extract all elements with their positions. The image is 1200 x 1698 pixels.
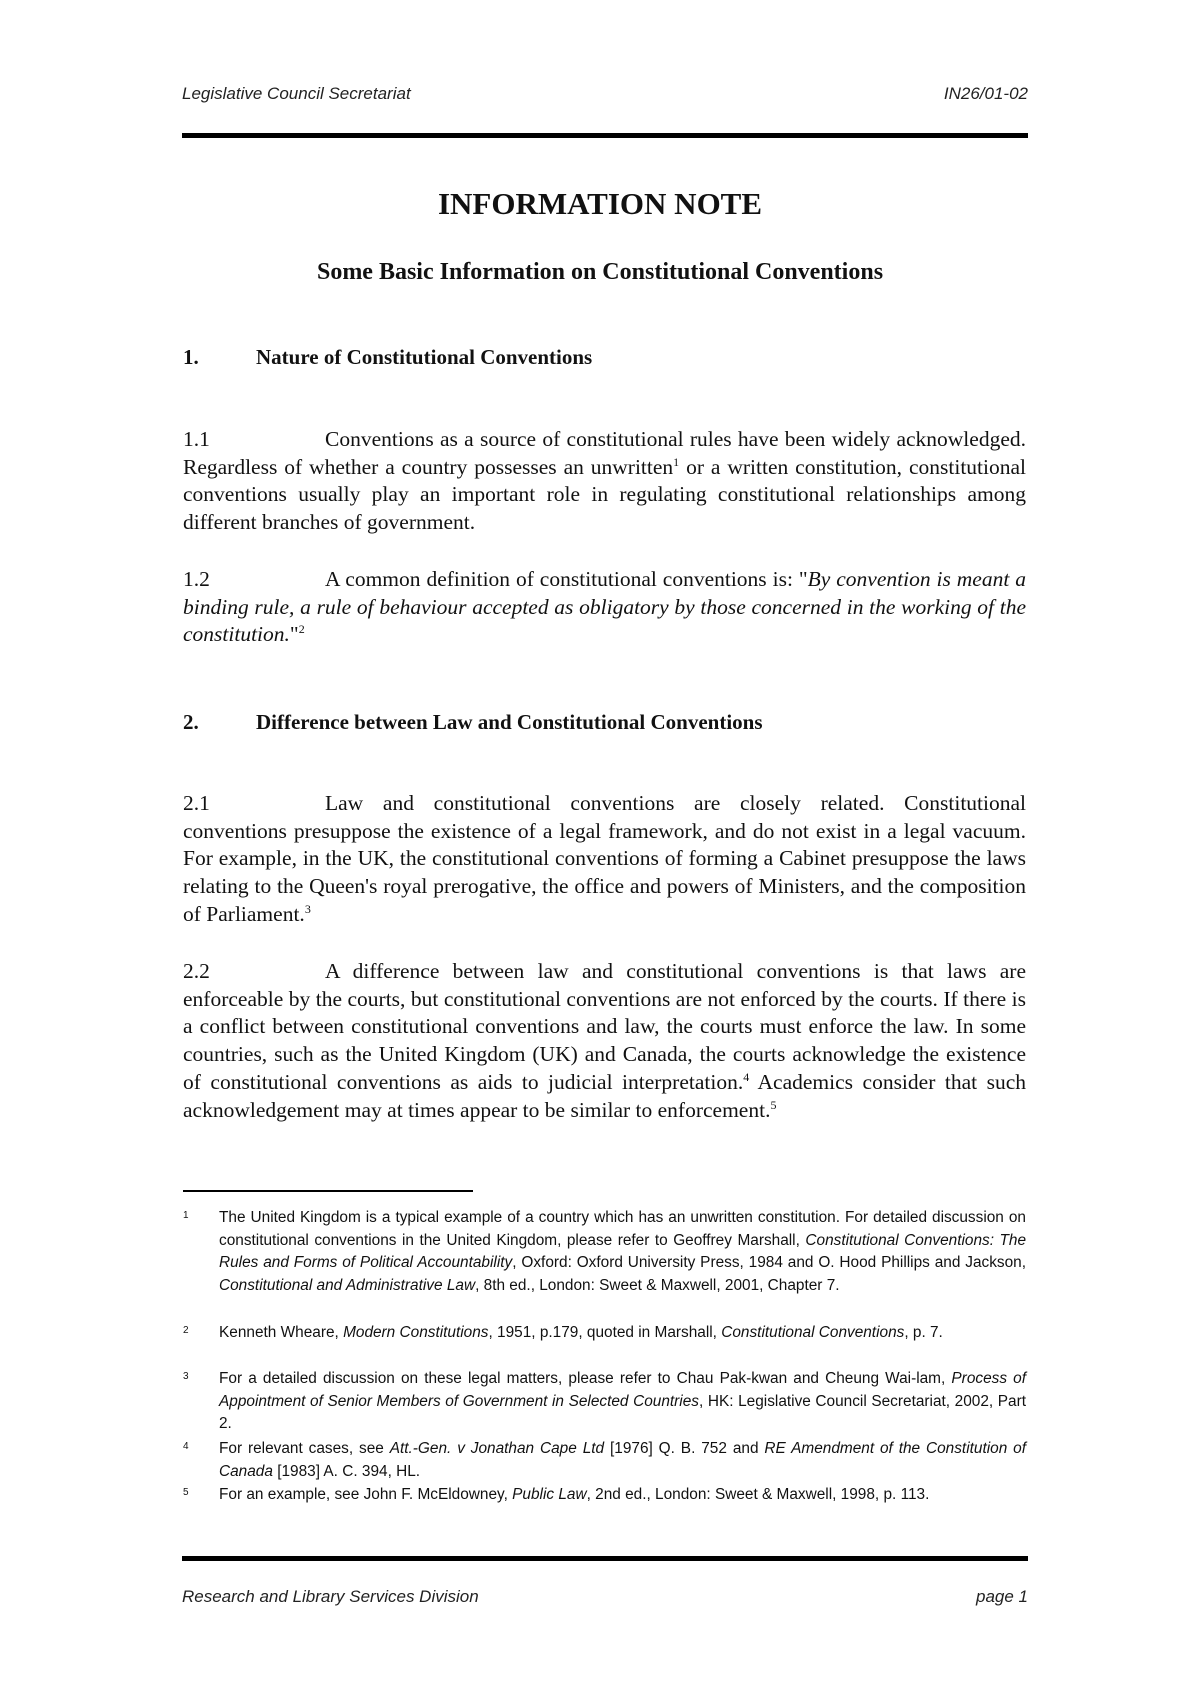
paragraph-1-1 bbox=[183, 426, 1026, 537]
footnote-citation-title: Constitutional and Administrative Law bbox=[219, 1276, 476, 1294]
footnote-5 bbox=[183, 1484, 1026, 1507]
header-rule bbox=[182, 133, 1028, 138]
footnote-mark: 5 bbox=[183, 1487, 189, 1498]
footnote-text bbox=[219, 1368, 1026, 1436]
footnote-mark: 1 bbox=[183, 1210, 189, 1221]
header-organization: Legislative Council Secretariat bbox=[182, 84, 411, 103]
footnote-1 bbox=[183, 1207, 1026, 1297]
footnote-text-part: , 8th ed., London: Sweet & Maxwell, 2001, Chapter 7. bbox=[475, 1276, 840, 1294]
paragraph-number: 1.1 bbox=[183, 427, 210, 451]
footnote-mark: 3 bbox=[183, 1371, 189, 1382]
section-number: 1. bbox=[183, 345, 199, 369]
paragraph-1-2 bbox=[183, 566, 1026, 649]
page-subtitle: Some Basic Information on Constitutional Conventions bbox=[316, 259, 884, 285]
paragraph-text: A difference between law and constitutional conventions is that laws are enforceable by the courts, but constitutional conventions are not enforced by the courts. If there is a conflict between constitutional conventions and law, the courts must enforce the law. In some countries, such as the United Kingdom (UK) and Canada, the courts acknowledge the existence of constitutional conventions as aids to judicial interpretation. bbox=[183, 959, 1026, 1094]
footnote-text bbox=[219, 1438, 1026, 1483]
footnote-text-part: , 2nd ed., London: Sweet & Maxwell, 1998, p. 113. bbox=[586, 1486, 930, 1503]
footnote-mark: 4 bbox=[183, 1441, 189, 1452]
section-title: Difference between Law and Constitutional Conventions bbox=[256, 710, 763, 734]
paragraph-number: 2.2 bbox=[183, 959, 210, 983]
section-number: 2. bbox=[183, 710, 199, 734]
footnote-text-part: The United Kingdom is a typical example of a country which has an unwritten constitution. For detailed discussion on constitutional conventions in the United Kingdom, please refer to Geoffrey Marshall, bbox=[219, 1209, 1026, 1249]
footnote-text-part: , 1951, p.179, quoted in Marshall, bbox=[488, 1324, 722, 1341]
paragraph-text: Conventions as a source of constitutional rules have been widely acknowledged. Regardless of whether a country possesses an unwritten bbox=[183, 427, 1026, 479]
footnote-3 bbox=[183, 1368, 1026, 1436]
footnote-text-part: , p. 7. bbox=[904, 1324, 943, 1341]
footnote-mark: 2 bbox=[183, 1325, 189, 1336]
footer-division: Research and Library Services Division bbox=[182, 1587, 479, 1606]
footnote-ref-3[interactable]: 3 bbox=[304, 901, 311, 916]
footnote-text-part: , HK: Legislative Council Secretariat, 2002, Part 2. bbox=[219, 1392, 1026, 1432]
paragraph-number: 1.2 bbox=[183, 567, 210, 591]
quote-close: " bbox=[289, 622, 299, 647]
footnote-ref-4[interactable]: 4 bbox=[743, 1069, 750, 1084]
paragraph-text: Law and constitutional conventions are closely related. Constitutional conventions presuppose the existence of a legal framework, and do not exist in a legal vacuum. For example, in the UK, the constitutional conventions of forming a Cabinet presuppose the laws relating to the Queen's royal prerogative, the office and powers of Ministers, and the composition of Parliament. bbox=[183, 791, 1026, 926]
footnote-ref-1[interactable]: 1 bbox=[673, 454, 680, 469]
page-number: page 1 bbox=[976, 1587, 1028, 1606]
footnote-text-part: , Oxford: Oxford University Press, 1984 and O. Hood Phillips and Jackson, bbox=[512, 1254, 1027, 1271]
footnote-text-part: [1976] Q. B. 752 and bbox=[604, 1440, 765, 1457]
footnote-citation-title: Modern Constitutions bbox=[343, 1324, 489, 1341]
footnote-text bbox=[219, 1484, 1026, 1507]
footnote-citation-title: RE Amendment of the Constitution of Canada bbox=[219, 1440, 1027, 1480]
paragraph-text-cont: or a written constitution, constitutional conventions usually play an important role in regulating constitutional relationships among different branches of government. bbox=[183, 454, 1026, 535]
footnote-text bbox=[219, 1207, 1026, 1297]
footnote-ref-2[interactable]: 2 bbox=[298, 622, 305, 637]
footnote-text-part: For a detailed discussion on these legal matters, please refer to Chau Pak-kwan and Cheung Wai-lam, bbox=[219, 1370, 952, 1387]
footnote-text-part: For an example, see John F. McEldowney, bbox=[219, 1486, 513, 1503]
footer-rule bbox=[182, 1556, 1028, 1561]
section-title: Nature of Constitutional Conventions bbox=[256, 345, 593, 369]
paragraph-2-1 bbox=[183, 790, 1026, 929]
paragraph-number: 2.1 bbox=[183, 791, 210, 815]
section-heading-1 bbox=[183, 345, 592, 370]
footnote-2 bbox=[183, 1322, 1026, 1345]
footnote-citation-title: Public Law bbox=[512, 1486, 587, 1503]
footnote-text-part: [1983] A. C. 394, HL. bbox=[272, 1462, 421, 1480]
footnote-citation-title: Constitutional Conventions bbox=[721, 1324, 905, 1341]
footnote-4 bbox=[183, 1438, 1026, 1483]
footnote-text bbox=[219, 1322, 1026, 1345]
footnote-text-part: For relevant cases, see bbox=[219, 1440, 390, 1457]
footnote-separator bbox=[183, 1190, 473, 1192]
footnote-citation-title: Att.-Gen. v Jonathan Cape Ltd bbox=[389, 1440, 605, 1457]
paragraph-text-cont: Academics consider that such acknowledgement may at times appear to be similar to enforcement. bbox=[183, 1069, 1026, 1122]
footnote-ref-5[interactable]: 5 bbox=[770, 1097, 777, 1112]
footnote-citation-title: Process of Appointment of Senior Members of Government in Selected Countries bbox=[219, 1370, 1026, 1410]
footnote-text-part: Kenneth Wheare, bbox=[219, 1324, 344, 1341]
header-document-id: IN26/01-02 bbox=[943, 84, 1028, 103]
footnote-citation-title: Constitutional Conventions: The Rules and Forms of Political Accountability bbox=[219, 1231, 1026, 1271]
page-title: INFORMATION NOTE bbox=[437, 186, 763, 221]
paragraph-text: A common definition of constitutional conventions is: " bbox=[325, 567, 808, 591]
definition-quote: By convention is meant a binding rule, a rule of behaviour accepted as obligatory by those concerned in the working of the constitution. bbox=[183, 567, 1026, 647]
paragraph-2-2 bbox=[183, 958, 1026, 1124]
section-heading-2 bbox=[183, 710, 763, 735]
